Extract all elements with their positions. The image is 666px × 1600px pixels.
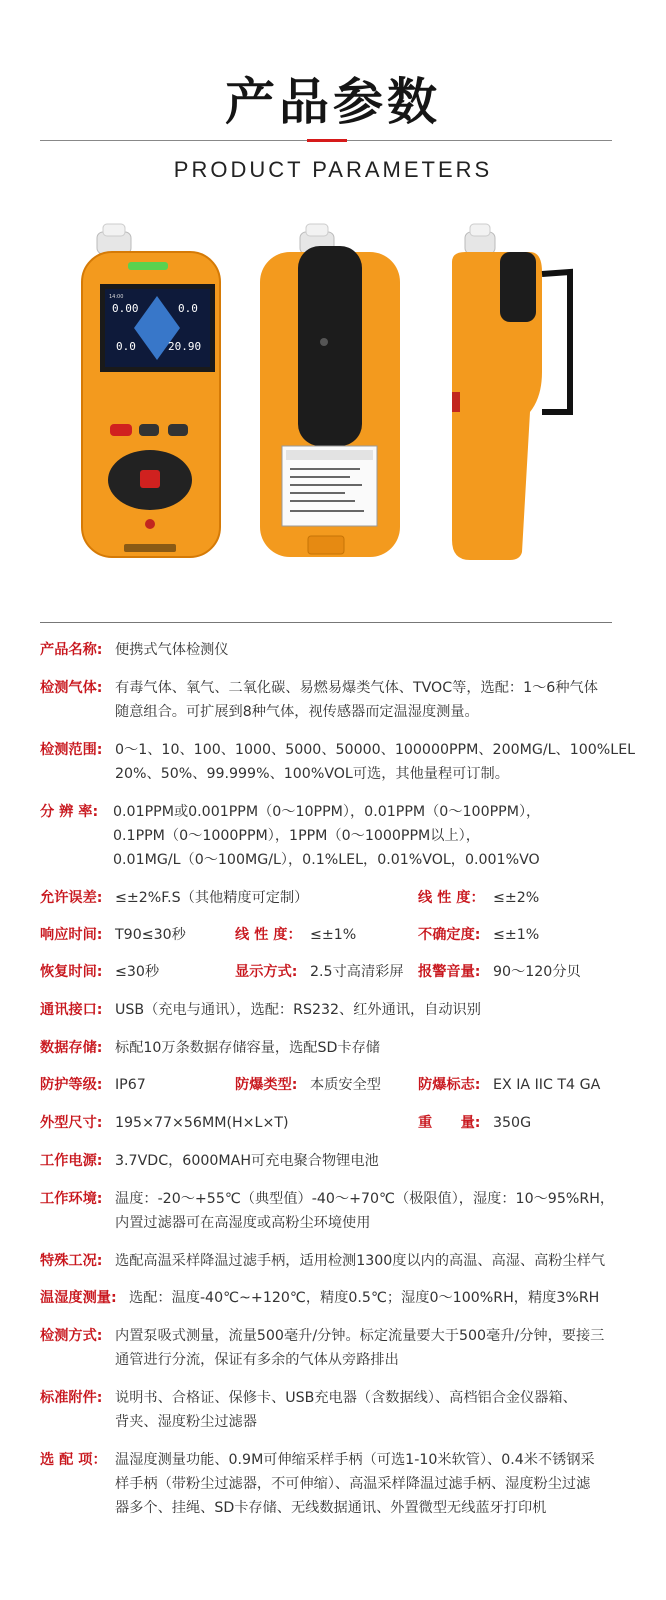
spec-value: 195×77×56MM(H×L×T) — [115, 1115, 289, 1131]
spec-label: 检测范围: — [40, 742, 103, 758]
spec-label: 防护等级: — [40, 1077, 103, 1093]
spec-label: 响应时间: — [40, 927, 103, 943]
spec-label: 工作环境: — [40, 1191, 103, 1207]
spec-value: 温度：-20～+55℃（典型值）-40～+70℃（极限值），湿度：10～95%RH， 内置过滤器可在高湿度或高粉尘环境使用 — [115, 1191, 615, 1231]
spec-value: ≤±2%F.S（其他精度可定制） — [115, 890, 309, 906]
spec-value: 内置泵吸式测量，流量500毫升/分钟。标定流量要大于500毫升/分钟，要接三 通管进行分流，保证有多余的气体从旁路排出 — [115, 1328, 605, 1368]
spec-value: 本质安全型 — [310, 1077, 381, 1093]
screen-reading-2: 0.0 — [178, 302, 198, 315]
spec-label: 特殊工况: — [40, 1253, 103, 1269]
spec-label: 外型尺寸: — [40, 1115, 103, 1131]
spec-label: 恢复时间: — [40, 964, 103, 980]
spec-label: 报警音量: — [418, 964, 481, 980]
page-title: 产品参数 — [225, 73, 441, 131]
device-back-view — [260, 224, 400, 557]
spec-value: ≤±1% — [310, 927, 357, 943]
spec-value: 有毒气体、氧气、二氧化碳、易燃易爆类气体、TVOC等，选配：1～6种气体 随意组合。可扩展到8种气体，视传感器而定温湿度测量。 — [115, 680, 598, 720]
spec-label: 线 性 度： — [418, 890, 485, 906]
spec-value: 选配：温度-40℃~+120℃，精度0.5℃；湿度0～100%RH，精度3%RH — [129, 1290, 600, 1306]
spec-label: 工作电源: — [40, 1153, 103, 1169]
spec-value: EX IA IIC T4 GA — [493, 1077, 601, 1093]
spec-value: 标配10万条数据存储容量，选配SD卡存储 — [115, 1040, 380, 1056]
spec-value: 0～1、10、100、1000、5000、50000、100000PPM、200MG/L、100%LEL 20%、50%、99.999%、100%VOL可选，其他量程可订制。 — [115, 742, 636, 782]
spec-label: 分 辨 率: — [40, 804, 99, 820]
specs-divider — [40, 622, 612, 623]
spec-label: 重 量: — [418, 1115, 481, 1131]
device-side-view — [452, 224, 570, 560]
spec-value: 选配高温采样降温过滤手柄，适用检测1300度以内的高温、高湿、高粉尘样气 — [115, 1253, 606, 1269]
spec-value: USB（充电与通讯），选配：RS232、红外通讯，自动识别 — [115, 1002, 481, 1018]
spec-label: 线 性 度： — [235, 927, 302, 943]
spec-label: 检测方式: — [40, 1328, 103, 1344]
spec-value: 便携式气体检测仪 — [115, 642, 229, 658]
spec-value: 说明书、合格证、保修卡、USB充电器（含数据线）、高档铝合金仪器箱、 背夹、湿度粉尘过滤器 — [115, 1390, 577, 1430]
screen-reading-1: 0.00 — [112, 302, 139, 315]
spec-label: 检测气体: — [40, 680, 103, 696]
spec-value: ≤±1% — [493, 927, 540, 943]
spec-label: 不确定度: — [418, 927, 481, 943]
spec-label: 允许误差: — [40, 890, 103, 906]
spec-value: 温湿度测量功能、0.9M可伸缩采样手柄（可选1-10米软管）、0.4米不锈钢采 样手柄（带粉尘过滤器，不可伸缩）、高温采样降温过滤手柄、湿度粉尘过滤 器多个、挂绳、SD卡存储、无线数据通讯、外置微型无线蓝牙打印机 — [115, 1452, 595, 1516]
spec-label: 防爆类型: — [235, 1077, 298, 1093]
spec-value: 3.7VDC，6000MAH可充电聚合物锂电池 — [115, 1153, 379, 1169]
spec-label: 数据存储: — [40, 1040, 103, 1056]
page-subtitle: PRODUCT PARAMETERS — [173, 157, 493, 182]
spec-value: IP67 — [115, 1077, 146, 1093]
spec-label: 产品名称: — [40, 642, 103, 658]
spec-label: 防爆标志: — [418, 1077, 481, 1093]
spec-label: 温湿度测量: — [40, 1290, 117, 1306]
title-divider-accent — [307, 139, 347, 142]
spec-value: 0.01PPM或0.001PPM（0～10PPM），0.01PPM（0～100PPM）， 0.1PPM（0～1000PPM），1PPM（0～1000PPM以上）， 0.01MG/L（0～100MG/L），0.1%LEL，0.01%VOL，0.001%VO — [113, 804, 541, 868]
spec-label: 通讯接口: — [40, 1002, 103, 1018]
product-images — [60, 222, 620, 582]
spec-value: 350G — [493, 1115, 532, 1131]
device-front-view — [82, 224, 220, 557]
spec-value: 2.5寸高清彩屏 — [310, 964, 404, 980]
screen-time: 14:00 — [109, 294, 124, 300]
spec-value: ≤30秒 — [115, 964, 160, 980]
screen-reading-3: 0.0 — [116, 340, 136, 353]
spec-value: ≤±2% — [493, 890, 540, 906]
spec-value: T90≤30秒 — [115, 927, 186, 943]
spec-value: 90～120分贝 — [493, 964, 581, 980]
spec-label: 选 配 项： — [40, 1452, 107, 1468]
screen-reading-4: 20.90 — [168, 340, 202, 353]
spec-label: 标准附件: — [40, 1390, 103, 1406]
spec-label: 显示方式: — [235, 964, 298, 980]
